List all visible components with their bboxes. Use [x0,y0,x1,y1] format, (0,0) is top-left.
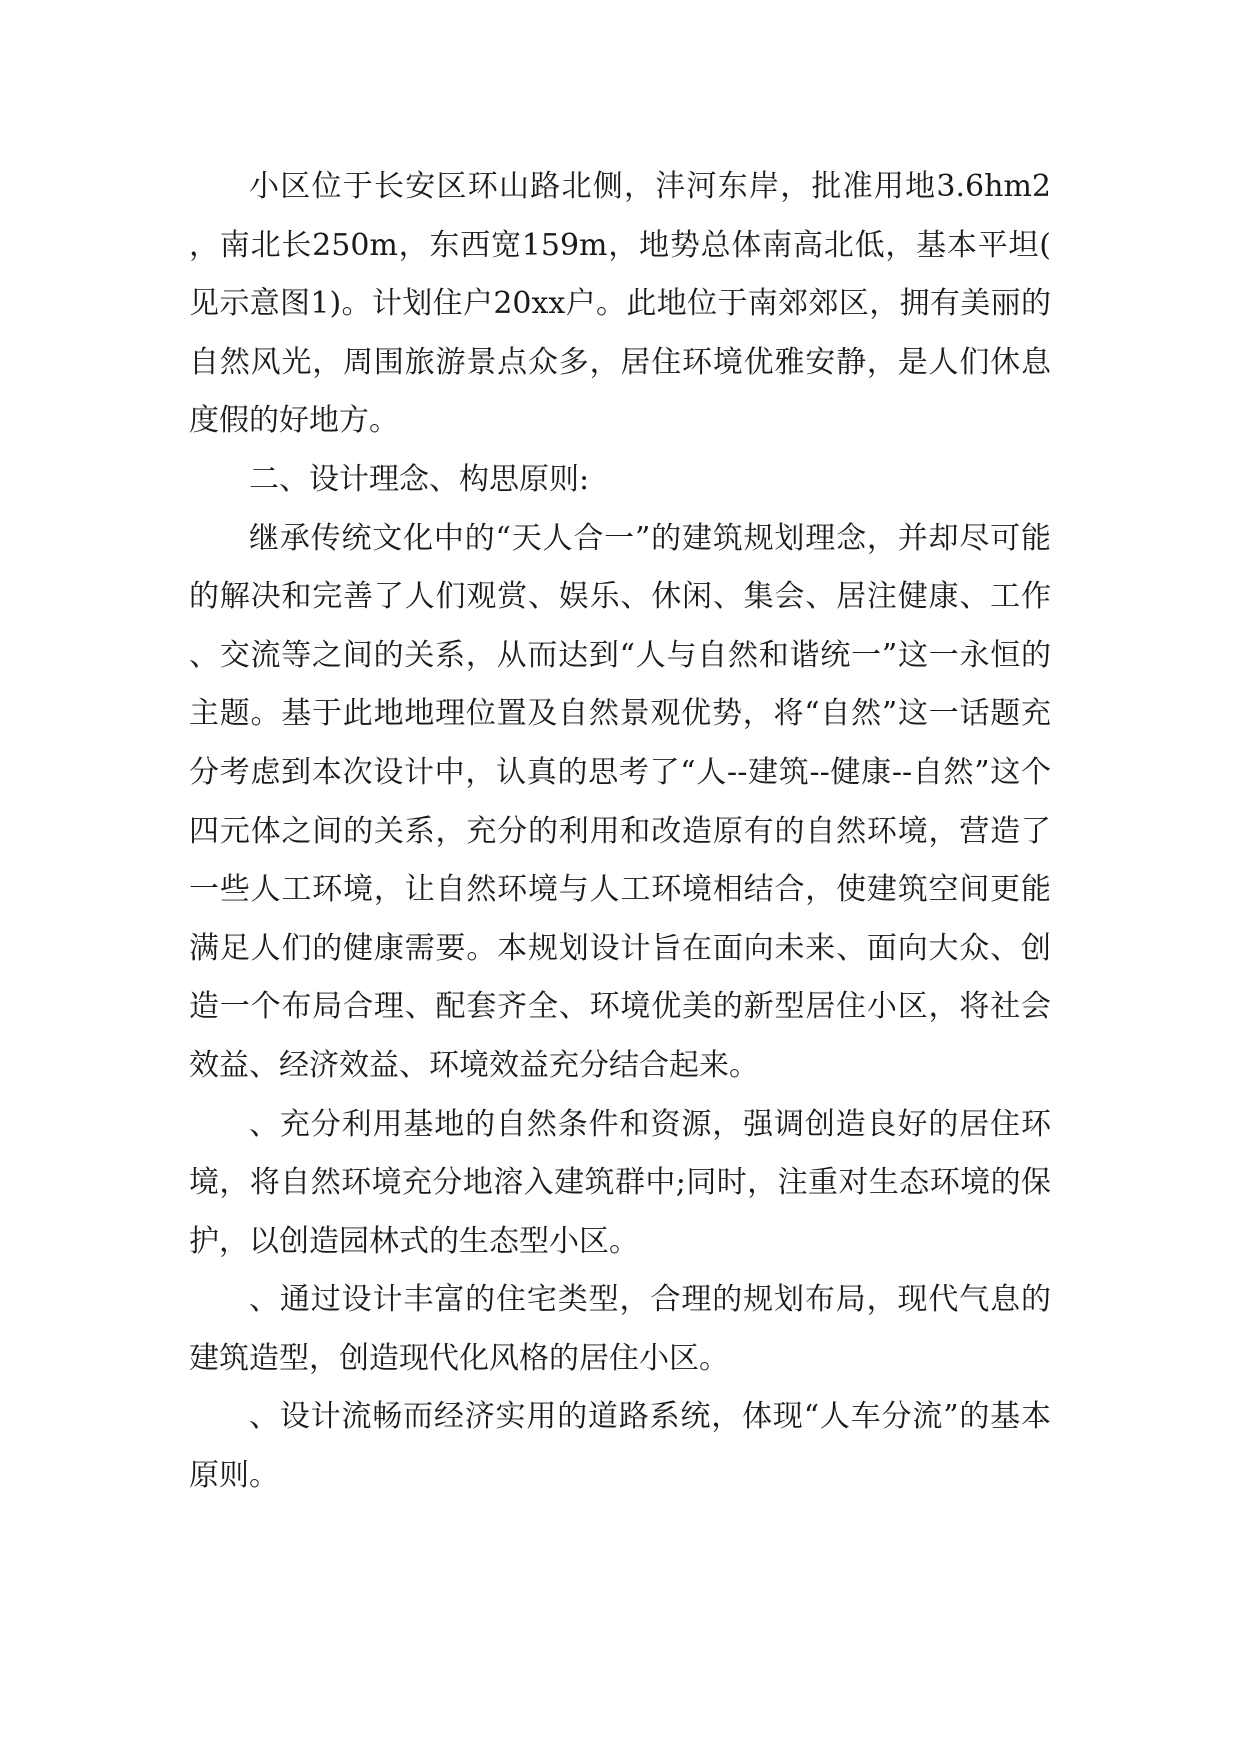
section-heading-design-concept: 二、设计理念、构思原则: [249,461,590,497]
paragraph-principle-housing-types: 、通过设计丰富的住宅类型，合理的规划布局，现代气息的建筑造型，创造现代化风格的居住小区。 [189,1282,1051,1376]
document-body [189,158,1051,1506]
paragraph-site-overview: 小区位于长安区环山路北侧，沣河东岸，批准用地3.6hm2，南北长250m，东西宽159m，地势总体南高北低，基本平坦(见示意图1)。计划住户20xx户。此地位于南郊郊区，拥有美丽的自然风光，周围旅游景点众多，居住环境优雅安静，是人们休息度假的好地方。 [189,169,1051,439]
paragraph-principle-road-system: 、设计流畅而经济实用的道路系统，体现“人车分流”的基本原则。 [189,1399,1051,1494]
paragraph-design-philosophy: 继承传统文化中的“天人合一”的建筑规划理念，并却尽可能的解决和完善了人们观赏、娱乐、休闲、集会、居注健康、工作、交流等之间的关系，从而达到“人与自然和谐统一”这一永恒的主题。基于此地地理位置及自然景观优势，将“自然”这一话题充分考虑到本次设计中，认真的思考了“人--建筑--健康--自然”这个四元体之间的关系，充分的利用和改造原有的自然环境，营造了一些人工环境，让自然环境与人工环境相结合，使建筑空间更能满足人们的健康需要。本规划设计旨在面向未来、面向大众、创造一个布局合理、配套齐全、环境优美的新型居住小区，将社会效益、经济效益、环境效益充分结合起来。 [189,520,1051,1083]
paragraph-principle-natural-resources: 、充分利用基地的自然条件和资源，强调创造良好的居住环境，将自然环境充分地溶入建筑群中;同时，注重对生态环境的保护，以创造园林式的生态型小区。 [189,1106,1051,1259]
